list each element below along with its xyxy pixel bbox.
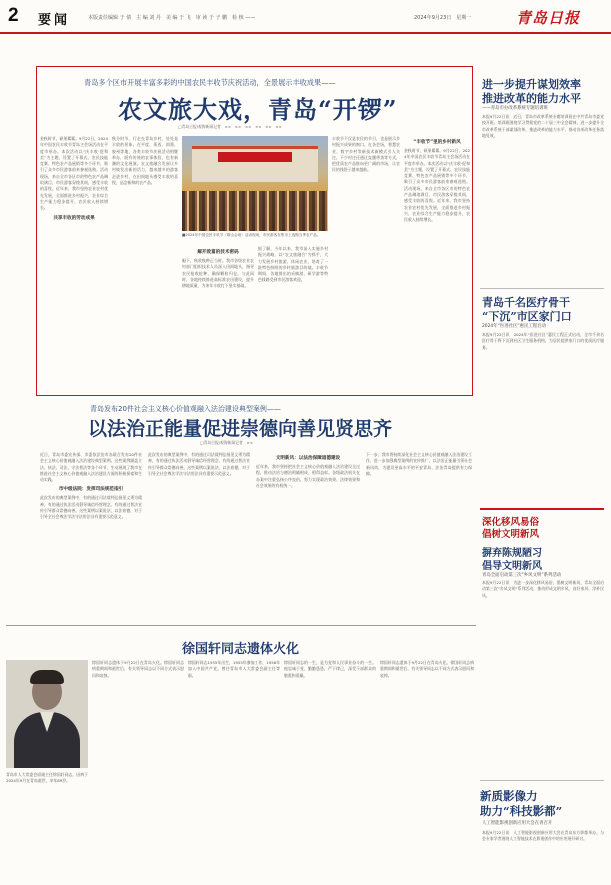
lead-column-3-text: 眼下，秋收秋种正当时。我市各级农业农村部门组织技术人员深入田间地头，指导农民抢收抢种，确保颗粒归仓。与此同时，各地持续推进高标准农田建设，提升耕地质量，为来年丰收打下坚实基础。	[182, 258, 254, 289]
story3-column-4: 徐国轩同志的一生，是为党和人民事业奋斗的一生。他忠诚于党，勤勤恳恳，严于律己，深受干部群众的敬重和爱戴。	[284, 660, 376, 678]
lead-column-2	[112, 136, 178, 392]
page-number: 2	[8, 5, 19, 26]
story3-column-5: 徐国轩同志遗体于9月22日在青岛火化。徐国轩同志病重期间和逝世后，有关领导同志以不同方式表示慰问和哀悼。	[380, 660, 474, 678]
promo-1-title-2: 倡树文明新风	[482, 529, 540, 540]
staff-credits: 本版责任编辑 于 倩 主 编 刘 丹 美 编 于 飞 审 读 于 子 鹏 检 核 ——	[88, 15, 256, 21]
section-name: 要闻	[38, 13, 71, 28]
story2-byline: □青岛日报/观海新闻记者 ××	[200, 440, 253, 445]
lead-subhead-3: “丰收节”里的乡村新风	[413, 140, 461, 145]
lead-column-1	[40, 136, 108, 392]
story2-column-4-text: 下一步，我市将持续深化社会主义核心价值观融入法治建设工作，进一步加强典型案例的宣传推广，以法治正能量引领社会新风尚，为建设更高水平的平安青岛、法治青岛提供有力保障。	[366, 452, 472, 476]
story2-column-3	[256, 452, 360, 622]
rail-top-text: 本报9月22日讯 近日，青岛市改革系统专题培训班在中共青岛市委党校开班。培训班围绕学习贯彻党的二十届三中全会精神，进一步提升全市改革系统干部谋划改革、推进改革的能力水平，推动各项改革任务落地见效。	[482, 114, 604, 138]
story2-column-1-more: 此次发布的典型案例中，有的通过司法裁判弘扬见义勇为精神，有的通过执法活动倡导诚信经营理念，有的通过普法宣传引导群众崇德向善。这些案例以案说法、以法育德，对于引导全社会尊法学法守法用法具有重要示范意义。	[40, 495, 142, 520]
story3-headline: 徐国轩同志遗体火化	[182, 642, 300, 657]
story2-column-2-text: 此次发布的典型案例中，有的通过司法裁判弘扬见义勇为精神，有的通过执法活动倡导诚信经营理念，有的通过普法宣传引导群众崇德向善。这些案例以案说法、以法育德，对于引导全社会尊法学法守法用法具有重要示范意义。	[148, 452, 250, 476]
story2-column-1	[40, 452, 142, 622]
lead-column-2-text: 秋分时节，行走在青岛乡村，处处是丰收的景象。在平度、莱西、即墨、胶州等地，各类丰收节庆祝活动相继举办，既有传统的农事体验，也有新潮的文化展演。农文旅融合发展让乡村焕发出新的活力，越来越多的游客走进乡村，在田间地头感受丰收的喜悦，品尝新鲜的农产品。	[112, 136, 178, 186]
story3-column-1: 青岛市人大常委会原副主任徐国轩同志，因病于2024年9月在青岛逝世，享年89岁。	[6, 772, 88, 784]
issue-date: 2024年9月23日 星期一	[414, 15, 472, 21]
lead-column-3	[182, 246, 254, 392]
rail-mid-text: 本报9月22日讯 2024年“医进社区”惠民工程正式启动，全市千余名医疗骨干将下沉到社区卫生服务机构，为居民提供家门口的优质医疗服务。	[482, 332, 604, 350]
promo-2-title-2: 倡导文明新风	[482, 561, 542, 572]
lead-byline: □青岛日报/观海新闻记者 ×× ×× ×× ×× ×× ××	[178, 124, 282, 129]
story2-column-4	[366, 452, 472, 622]
lead-photo	[182, 136, 328, 231]
portrait-hair	[30, 670, 64, 684]
rail-top-title-2: 推进改革的能力水平	[482, 92, 581, 105]
rail-mid-title-2: “下沉”市区家门口	[482, 310, 572, 323]
story2-column-2	[148, 452, 250, 622]
lead-column-5-text: 丰收节不仅是农民的节日，也是展示乡村振兴成果的窗口。在各会场，智慧农业、数字乡村等新技术新模式引人关注。不少村庄还通过直播带货等方式，把优质农产品推向更广阔的市场，让农民的钱袋子越来越鼓。	[332, 136, 400, 173]
rail-divider-1	[480, 288, 604, 289]
story3-column-3: 徐国轩同志1935年出生，1955年参加工作，1956年加入中国共产党。曾任青岛市人大常委会副主任等职。	[188, 660, 280, 678]
promo-1-title-1: 深化移风易俗	[482, 517, 540, 528]
lead-column-5	[332, 136, 400, 392]
story2-subhead-2: 文明新风：以法治保障道德建设	[275, 456, 341, 461]
photo-crowd	[182, 191, 328, 231]
portrait-photo	[6, 660, 88, 768]
rail-mid-subtitle: 2024年“医进社区”惠民工程启动	[482, 324, 547, 329]
rail-divider-2	[480, 780, 604, 781]
story2-column-1-text: 近日，青岛市委宣传部、市委依法治市办联合发布20件社会主义核心价值观融入法治建设典型案例。这些案例涵盖立法、执法、司法、守法普法等各个环节，生动展现了我市在推进社会主义核心价值观融入法治建设方面的积极探索和生动实践。	[40, 452, 142, 483]
story3-column-2: 徐国轩同志遗体于9月22日在青岛火化。徐国轩同志病重期间和逝世后，有关领导同志以不同方式表示慰问和哀悼。	[92, 660, 184, 678]
lead-column-4	[258, 246, 328, 392]
lead-headline: 农文旅大戏，青岛“开锣”	[118, 95, 398, 124]
section-divider	[6, 625, 476, 626]
lead-subhead-2: 解开致富的技术密码	[197, 250, 239, 255]
masthead	[0, 0, 611, 34]
rail-top-subtitle: ——青岛市办改革系统专题培训班	[482, 106, 548, 111]
promo-2-text: 本报9月22日讯 为进一步深化移风易俗，倡树文明新风，青岛全面启动第三次“乡风文明”系列活动，推动形成文明乡风、良好家风、淳朴民风。	[482, 580, 604, 598]
lead-column-6	[404, 136, 470, 392]
story2-subhead-1: 市中级法院：发挥司法规范指引	[58, 487, 124, 493]
photo-caption: ■2024年中国农民丰收节（崂山会场）活动现场，市民游客在集市上选购当季农产品。	[182, 233, 321, 237]
story2-kicker: 青岛发布20件社会主义核心价值观融入法治建设典型案例——	[90, 405, 281, 413]
promo-2-subtitle: 青岛全面启动第三次“乡风文明”系列活动	[482, 573, 562, 578]
lead-subhead-1: 共享丰收的劳动成果	[53, 215, 95, 221]
rail-mid-title-1: 青岛千名医疗骨干	[482, 296, 570, 309]
lead-column-6-text: 金秋时节，硕果累累。9月22日，2024年中国农民丰收节青岛主会场活动在平度市举办。本次活动以“庆丰收·促和美”为主题，设置了开幕式、农民技能竞赛、特色农产品展销等多个环节，吸引了众多市民游客前来参观选购。活动现场，来自全市各区市的特色农产品琳琅满目，市民游客穿梭其间，感受丰收的喜悦。近年来，我市坚持农业农村优先发展，全面推进乡村振兴，农业综合生产能力稳步提升，农民收入持续增长。	[404, 148, 470, 223]
story2-headline: 以法治正能量促进崇德向善见贤思齐	[88, 418, 393, 440]
newspaper-logo: 青岛日报	[516, 9, 581, 27]
rail-top-title-1: 进一步提升谋划效率	[482, 78, 581, 91]
story2-column-3-text: 近年来，我市坚持把社会主义核心价值观融入法治建设全过程，推动法治与德治相辅相成、相得益彰。各级政法机关在办案中注重弘扬公序良俗，努力实现政治效果、法律效果和社会效果的有机统一。	[256, 464, 360, 488]
promo-2-title-1: 摒弃陈规陋习	[482, 548, 542, 559]
lead-kicker: 青岛多个区市开展丰富多彩的中国农民丰收节庆祝活动，全景展示丰收成果——	[84, 78, 336, 87]
lead-column-4-text: 据了解，今年以来，我市深入实施乡村振兴战略，以“农文旅融合”为抓手，大力发展乡村旅游、休闲农业，培育了一批特色鲜明的乡村旅游目的地。丰收节期间，各地推出的采摘游、研学游等特色线路受到市民游客欢迎。	[258, 246, 328, 283]
rail-book-title-1: 新质影像力	[480, 789, 538, 803]
rail-book-subtitle: 人工智能影视创新应用大会在青召开	[482, 821, 553, 826]
lead-column-1-text: 金秋时节，硕果累累。9月22日，2024年中国农民丰收节青岛主会场活动在平度市举办。本次活动以“庆丰收·促和美”为主题，设置了开幕式、农民技能竞赛、特色农产品展销等多个环节，吸引了众多市民游客前来参观选购。活动现场，来自全市各区市的特色农产品琳琅满目，市民游客穿梭其间，感受丰收的喜悦。近年来，我市坚持农业农村优先发展，全面推进乡村振兴，农业综合生产能力稳步提升，农民收入持续增长。	[40, 136, 108, 211]
rail-book-title-2: 助力“科技影都”	[480, 804, 563, 818]
photo-banner	[218, 152, 292, 162]
rail-book-text: 本报9月22日讯 人工智能影视创新应用大会在青岛东方影都举办。与会专家学者围绕人工智能技术在影视创作中的应用展开研讨。	[482, 830, 604, 842]
